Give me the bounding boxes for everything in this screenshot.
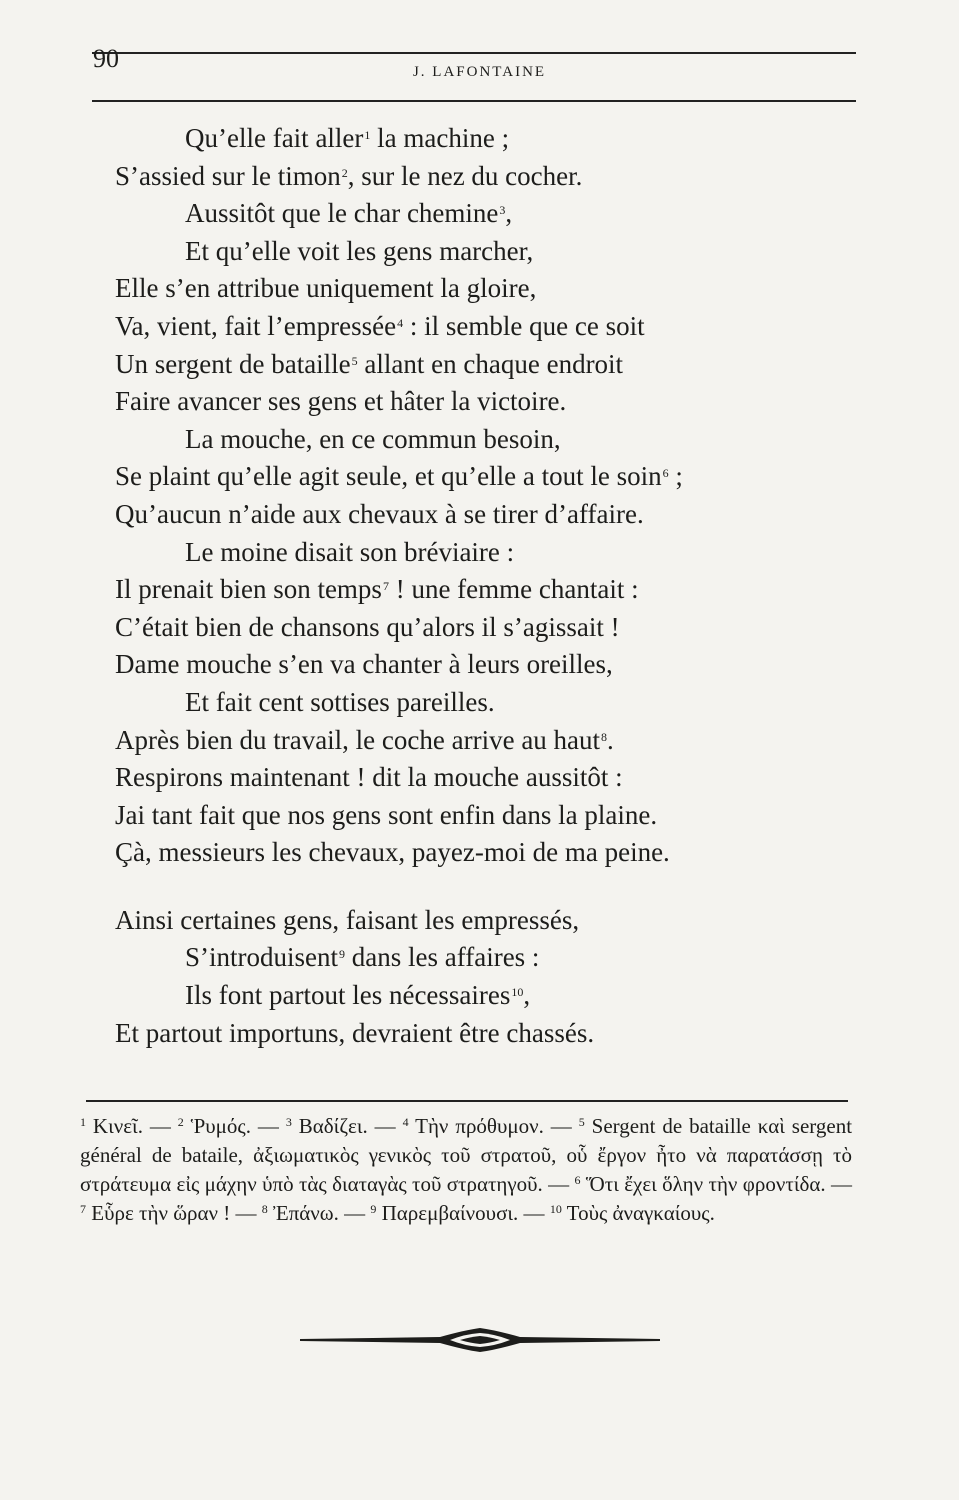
verse-text: Ils font partout les nécessaires [185,980,511,1011]
footnote-marker: 6 [662,466,669,481]
running-head: J. LAFONTAINE [412,64,547,80]
footnote-text: Τοὺς ἀναγκαίους. [561,1201,715,1225]
footnote-marker: 4 [397,315,404,330]
verse-line [115,233,865,271]
verse-line [115,939,865,977]
verse-text: Respirons maintenant ! dit la mouche aussitôt : [115,762,623,793]
verse-text: Il prenait bien son temps [115,574,382,605]
verse-text: Et fait cent sottises pareilles. [185,686,495,717]
verse-line [115,722,865,760]
verse-text: Ainsi certaines gens, faisant les empressés, [115,904,580,935]
page-number: 90 [93,44,119,73]
footnote-text: Τὴν πρόθυμον. — [408,1114,579,1138]
footnote-marker: 7 [382,579,389,594]
footnote-rule [86,1100,848,1102]
footnote-number: 8 [261,1202,268,1216]
verse-line [115,977,865,1015]
verse-text: Dame mouche s’en va chanter à leurs oreilles, [115,649,613,680]
footnote-number: 9 [370,1202,377,1216]
footnote-number: 5 [578,1115,585,1129]
verse-line [115,1015,865,1053]
verse-line [115,571,865,609]
verse-text-cont: dans les affaires : [345,942,540,973]
verse-text-cont: la machine ; [370,123,510,153]
footnote-number: 2 [177,1115,184,1129]
footnote-text: Κινεῖ. — [86,1114,178,1138]
verse-text: S’assied sur le timon [115,160,341,191]
verse-text: Et qu’elle voit les gens marcher, [185,235,534,266]
verse-line [115,534,865,572]
verse-text: S’introduisent [185,942,338,973]
verse-text-cont: ; [668,461,683,492]
footnote-marker: 9 [339,947,345,962]
verse-text: Un sergent de bataille [115,348,351,379]
verse-line [115,684,865,722]
footnote-marker: 1 [364,128,371,142]
verse-text: Se plaint qu’elle agit seule, et qu’elle a tout le soin [115,461,662,492]
verse-line [115,270,865,308]
verse-text-cont: allant en chaque endroit [357,348,624,379]
footnote-marker: 2 [341,165,348,180]
verse-line [115,759,865,797]
verse-text-cont: , sur le nez du cocher. [347,160,583,191]
verse-line [115,195,865,233]
verse-text: Le moine disait son bréviaire : [185,536,515,567]
footnote-marker: 10 [511,985,524,1000]
footnote-text: Βαδίζει. — [291,1114,403,1138]
footnote-number: 3 [285,1115,292,1129]
verse-text: Çà, messieurs les chevaux, payez-moi de ma peine. [115,837,670,868]
header-rule-bottom [92,100,856,102]
verse-line [115,646,865,684]
verse-text: Et partout importuns, devraient être chassés. [115,1017,595,1048]
verse-line [115,458,865,496]
verse-text-cont: , [523,980,531,1011]
verse-text: Aussitôt que le char chemine [185,198,499,229]
verse-line [115,308,865,346]
footnote-text: Εὗρε τὴν ὥραν ! — [86,1201,262,1225]
verse-text-cont: . [607,724,614,755]
verse-text: La mouche, en ce commun besoin, [185,423,561,454]
verse-text-cont: : il semble que ce soit [403,310,645,341]
poem-text [115,120,865,1052]
footnote-marker: 5 [351,353,358,368]
verse-line [115,834,865,872]
verse-text: Après bien du travail, le coche arrive au haut [115,724,601,755]
verse-line [115,346,865,384]
verse-text: Va, vient, fait l’empressée [115,310,397,341]
footnote-number: 1 [80,1115,86,1129]
header-rule-top [92,52,856,54]
verse-text: Elle s’en attribue uniquement la gloire, [115,273,537,304]
verse-line [115,902,865,940]
footnote-number: 6 [574,1173,581,1187]
footnote-number: 4 [402,1115,409,1129]
footnote-marker: 3 [499,203,506,218]
verse-text: Faire avancer ses gens et hâter la victoire. [115,386,567,417]
footnote-text: Ῥυμός. — [183,1114,286,1138]
footnote-text: Παρεμβαίνουσι. — [376,1201,550,1225]
verse-text: Jai tant fait que nos gens sont enfin dans la plaine. [115,799,658,830]
verse-text: C’était bien de chansons qu’alors il s’agissait ! [115,611,620,642]
verse-line [115,797,865,835]
verse-line [115,421,865,459]
footnote-text: Ὅτι ἔχει ὅλην τὴν φροντίδα. — [580,1172,852,1196]
verse-line [115,158,865,196]
verse-line [115,120,865,158]
verse-line [115,609,865,647]
footnotes [80,1112,852,1228]
footnote-number: 7 [80,1202,86,1216]
footnote-number: 10 [549,1202,562,1216]
verse-line [115,383,865,421]
footnote-marker: 8 [601,729,608,744]
ornament-rule [300,1320,660,1360]
footnote-text: Sergent de bataille καὶ sergent général de bataile, ἀξιωματικὸς γενικὸς τοῦ στρατοῦ, οὗ ἔργον ἦτο νὰ παρατάσσῃ τὸ στράτευμα εἰς μάχην ὑπὸ τὰς διαταγὰς τοῦ στρατηγοῦ. — [80,1114,853,1196]
footnote-text: Ἐπάνω. — [267,1201,371,1225]
verse-text-cont: , [505,198,513,229]
verse-text: Qu’elle fait aller [185,123,364,153]
verse-text-cont: ! une femme chantait : [388,574,639,605]
verse-line [115,496,865,534]
verse-text: Qu’aucun n’aide aux chevaux à se tirer d’affaire. [115,498,644,529]
